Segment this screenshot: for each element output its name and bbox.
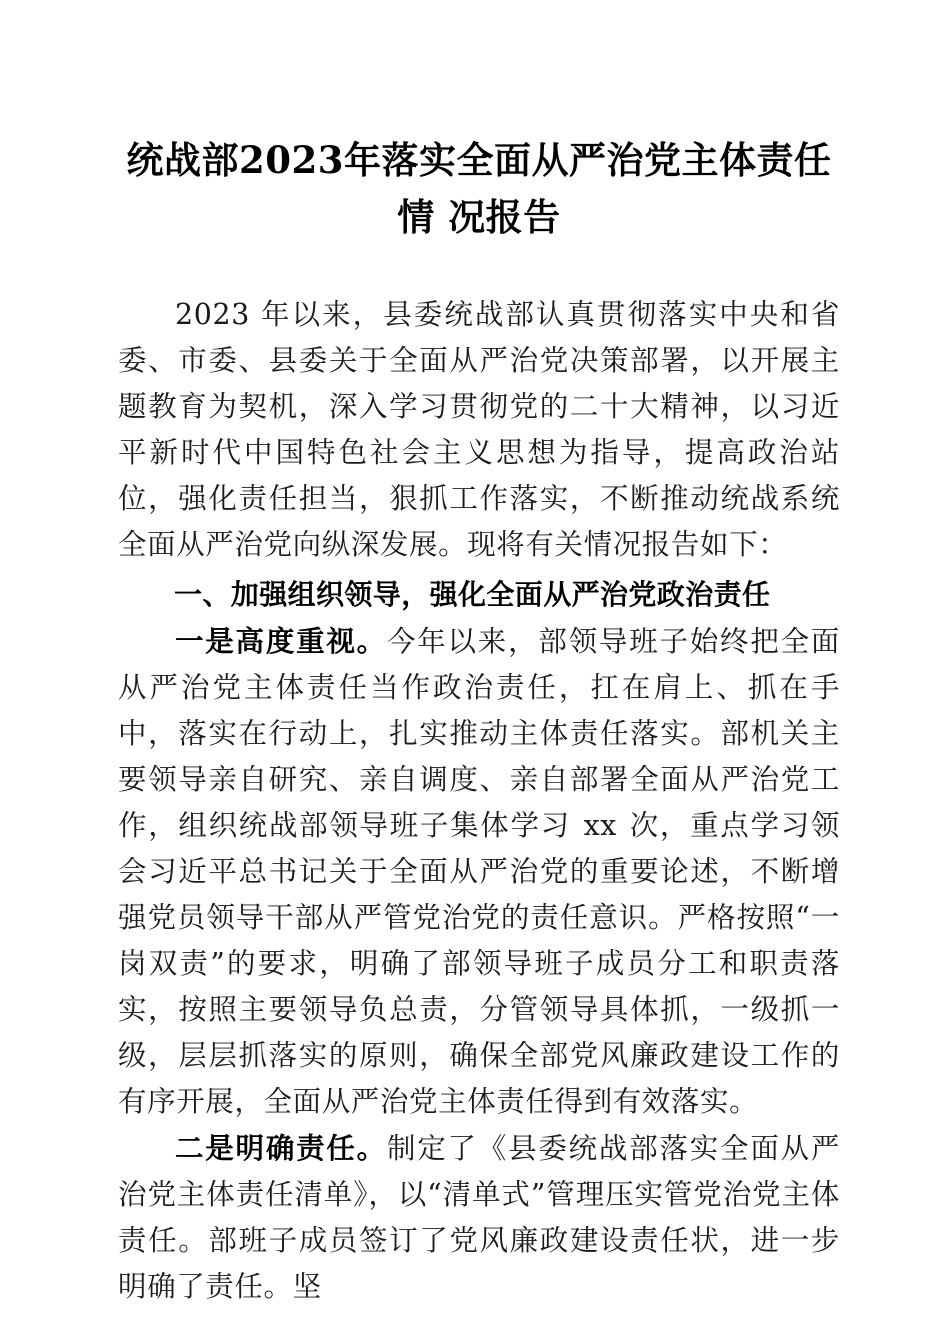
paragraph-point-two [118, 1125, 840, 1310]
paragraph-point-two-lead: 二是明确责任。 [175, 1131, 387, 1165]
paragraph-point-one-lead: 一是高度重视。 [175, 624, 387, 658]
paragraph-point-two-body: 制定了《县委统战部落实全面从严治党主体责任清单》，以“清单式”管理压实管党治党主体责任。部班子成员签订了党风廉政建设责任状，进一步明确了责任。坚 [118, 1132, 840, 1303]
document-content [118, 0, 840, 1310]
title-line-1: 统战部2023年落实全面从严治党主体责任情 [126, 138, 832, 239]
page-title [118, 0, 840, 246]
section-heading-1: 一、加强组织领导，强化全面从严治党政治责任 [174, 579, 771, 610]
paragraph-point-one-body-a: 今年以来，部领导班子始终把全面从严治党主体责任当作政治责任，扛在肩上、抓在手中，落实在行动上，扎实推动主体责任落实。部机关主要领导亲自研究、亲自调度、亲自部署全面从严治党工作，组织统战部领导班子集体学习 [118, 625, 840, 842]
paragraph-point-one-body-b: 次，重点学习领会习近平总书记关于全面从严治党的重要论述，不断增强党员领导干部从严管党治党的责任意识。严格按照“一岗双责”的要求，明确了部领导班子成员分工和职责落实，按照主要领导负总责，分管领导具体抓，一级抓一级，层层抓落实的原则，确保全部党风廉政建设工作的有序开展，全面从严治党主体责任得到有效落实。 [118, 809, 840, 1118]
paragraph-point-one [118, 618, 840, 1125]
paragraph-intro: 2023 年以来，县委统战部认真贯彻落实中央和省委、市委、县委关于全面从严治党决策部署，以开展主题教育为契机，深入学习贯彻党的二十大精神，以习近平新时代中国特色社会主义思想为指导，提高政治站位，强化责任担当，狠抓工作落实，不断推动统战系统全面从严治党向纵深发展。现将有关情况报告如下： [118, 298, 840, 561]
paragraph-point-one-placeholder: xx [583, 809, 617, 842]
title-line-2: 况报告 [448, 195, 561, 239]
